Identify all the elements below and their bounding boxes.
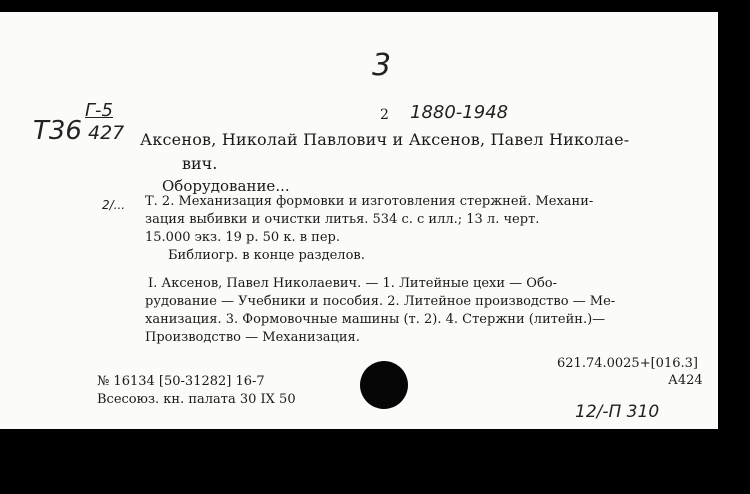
description-line2: зация выбивки и очистки литья. 534 с. с илл.; 13 л. черт. — [145, 212, 540, 227]
tracing-line2: рудование — Учебники и пособия. 2. Литейное производство — Ме- — [145, 294, 616, 309]
catalog-card — [0, 12, 718, 429]
tracing-line4: Производство — Механизация. — [145, 330, 360, 345]
handwritten-margin-mark: 2/... — [102, 198, 126, 212]
shelf-mark-number: 427 — [88, 122, 125, 144]
title: Оборудование... — [162, 177, 290, 195]
shelf-mark-top: Г-5 — [85, 100, 113, 121]
description-line1: Т. 2. Механизация формовки и изготовления стержней. Механи- — [145, 194, 594, 209]
years-index: 2 — [380, 107, 389, 123]
bibliography-note: Библиогр. в конце разделов. — [168, 248, 365, 263]
handwritten-years: 1880-1948 — [410, 102, 509, 123]
udc-classification: 621.74.0025+[016.3] — [557, 356, 698, 371]
handwritten-card-number: 3 — [372, 48, 392, 83]
author-mark: А424 — [668, 373, 703, 388]
tracing-line3: ханизация. 3. Формовочные машины (т. 2). 4. Стержни (литейн.)— — [145, 312, 606, 327]
tracing-line1: I. Аксенов, Павел Николаевич. — 1. Литейные цехи — Обо- — [148, 276, 557, 291]
card-punch-hole — [360, 361, 408, 409]
shelf-mark-left: Т36 — [33, 116, 82, 146]
description-line3: 15.000 экз. 19 р. 50 к. в пер. — [145, 230, 340, 245]
record-number: № 16134 [50-31282] 16-7 — [97, 374, 265, 389]
scan-background — [0, 429, 750, 494]
author-heading-line2: вич. — [182, 154, 218, 173]
author-heading-line1: Аксенов, Николай Павлович и Аксенов, Павел Николае- — [140, 130, 630, 149]
book-chamber-date: Всесоюз. кн. палата 30 IX 50 — [97, 392, 296, 407]
handwritten-bottom-note: 12/-П 310 — [575, 402, 660, 422]
